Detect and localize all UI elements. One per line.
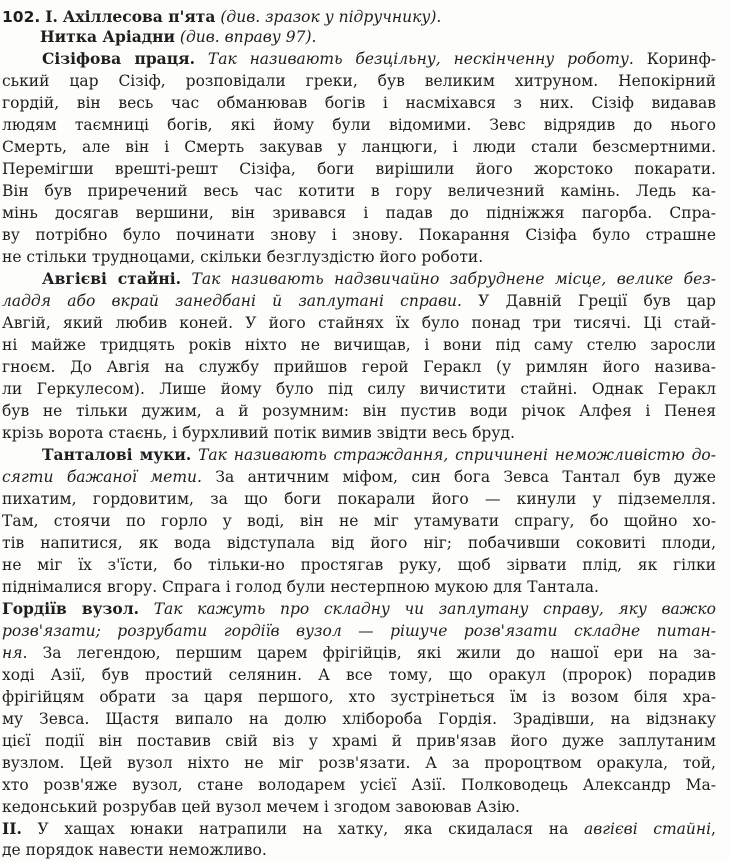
sisyphus-line bbox=[2, 114, 716, 136]
tantalus-line bbox=[2, 554, 716, 576]
tantalus-segment: Так називають страждання, спричинені неможливістю до- bbox=[198, 446, 716, 464]
augean-line bbox=[2, 356, 716, 378]
gordian-line bbox=[2, 774, 716, 796]
sisyphus-line bbox=[2, 180, 716, 202]
augean-line bbox=[2, 400, 716, 422]
gordian-segment: Так кажуть про складну чи заплутану справу, яку важко bbox=[153, 600, 716, 618]
tantalus-segment: Там, стоячи по горло у воді, він не міг утамувати спрагу, бо щойно хо- bbox=[2, 512, 716, 530]
tantalus-line bbox=[2, 532, 716, 554]
augean-title: Авгієві стайні. bbox=[42, 269, 182, 288]
sisyphus-segment: не стільки трудноцами, скільки безглуздістю його роботи. bbox=[2, 248, 484, 266]
gordian-line bbox=[2, 664, 716, 686]
exercise-number: 102. bbox=[2, 8, 41, 26]
tantalus-segment: не міг їх з'їсти, бо тільки-но простягав руку, щоб зірвати плід, як гілки bbox=[2, 556, 716, 574]
tantalus-segment: піднімалися вгору. Спрага і голод були нестерпною мукою для Тантала. bbox=[2, 578, 599, 596]
tantalus-segment: За античним міфом, син бога Зевса Тантал був дуже bbox=[215, 468, 716, 486]
part2-line-1 bbox=[2, 818, 716, 840]
idiom-title-akhilles: Ахіллесова п'ята bbox=[62, 7, 216, 26]
exercise-line-ariadna bbox=[40, 26, 730, 48]
exercise-header-line bbox=[2, 6, 730, 28]
gordian-segment: му Зевса. Щастя випало на долю хлібороба Гордія. Зрадівши, на відзнаку bbox=[2, 710, 716, 728]
augean-segment: Авгій, який любив коней. У його стайнях їх було понад три тисячі. Ці стай- bbox=[2, 314, 716, 332]
augean-line bbox=[2, 312, 716, 334]
gordian-segment: кедонський розрубав цей вузол мечем і згодом завоював Азію. bbox=[2, 798, 520, 816]
gordian-line bbox=[2, 752, 716, 774]
sisyphus-line bbox=[2, 202, 716, 224]
gordian-line bbox=[2, 620, 716, 642]
sisyphus-line bbox=[42, 48, 716, 70]
gordian-line bbox=[2, 796, 716, 818]
part2-label: ІІ. bbox=[2, 819, 22, 838]
tantalus-title: Танталові муки. bbox=[42, 445, 192, 464]
tantalus-line bbox=[42, 444, 716, 466]
augean-segment: Так називають надзвичайно забруднене місце, велике без- bbox=[191, 270, 716, 288]
sisyphus-segment: Перемігши врешті-решт Сізіфа, боги вирішили його жорстоко покарати. bbox=[2, 160, 716, 178]
sisyphus-line bbox=[2, 136, 716, 158]
augean-segment: гноєм. До Авгія на службу прийшов герой Геракл (у римлян його назива- bbox=[2, 358, 716, 376]
tantalus-segment: пихатим, гордовитим, за що боги покарали його — кинули у підземелля. bbox=[2, 490, 716, 508]
augean-segment: був не тільки дужим, а й розумним: він пустив води річок Алфея і Пенея bbox=[2, 402, 716, 420]
part1-label: І. bbox=[45, 7, 58, 26]
gordian-segment: фрігійцям обрати за царя першого, хто зустрінеться їм із возом біля хра- bbox=[2, 688, 716, 706]
sisyphus-segment: ву потрібно було починати знову і знову. Покарання Сізіфа було страшне bbox=[2, 226, 716, 244]
part2-idiom: авгієві стайні bbox=[583, 820, 712, 838]
sisyphus-segment: Коринф- bbox=[646, 50, 716, 68]
part2-text-a: У хащах юнаки натрапили на хатку, яка скидалася на bbox=[37, 820, 569, 838]
gordian-segment: хто розв'яже вузол, стане володарем усієї Азії. Полководець Александр Ма- bbox=[2, 776, 716, 794]
augean-segment: У Давній Греції був цар bbox=[478, 292, 716, 310]
gordian-line bbox=[2, 598, 716, 620]
augean-segment: ні майже тридцять років ніхто не вичищав, і вони під саму стелю заросли bbox=[2, 336, 716, 354]
gordian-segment: ході Азії, був простий селянин. А все тому, що оракул (пророк) порадив bbox=[2, 666, 716, 684]
idiom-title-ariadna: Нитка Аріадни bbox=[40, 27, 175, 46]
tantalus-line bbox=[2, 510, 716, 532]
sisyphus-segment: мінь досягав вершини, він зривався і падав до підніжжя пагорба. Спра- bbox=[2, 204, 716, 222]
gordian-title: Гордіїв вузол. bbox=[2, 599, 140, 618]
augean-segment: ладдя або вкрай занедбані й заплутані справи. bbox=[2, 292, 462, 310]
sisyphus-segment: Він був приречений весь час котити в гору величезний камінь. Ледь ка- bbox=[2, 182, 716, 200]
sisyphus-segment: гордій, він весь час обманював богів і насміхався з них. Сізіф видавав bbox=[2, 94, 716, 112]
gordian-line bbox=[2, 730, 716, 752]
augean-line bbox=[2, 422, 716, 444]
sisyphus-line bbox=[2, 224, 716, 246]
idiom-note-akhilles: (див. зразок у підручнику). bbox=[220, 8, 442, 26]
gordian-line bbox=[2, 708, 716, 730]
sisyphus-line bbox=[2, 158, 716, 180]
gordian-segment: цієї події він поставив свій віз у храмі й прив'язав його дуже заплутаним bbox=[2, 732, 716, 750]
sisyphus-line bbox=[2, 70, 716, 92]
sisyphus-line bbox=[2, 246, 716, 268]
gordian-segment: розв'язати; розрубати гордіїв вузол — рішуче розв'язати складне питан- bbox=[2, 622, 716, 640]
idiom-note-ariadna: (див. вправу 97). bbox=[179, 28, 317, 46]
augean-line bbox=[42, 268, 716, 290]
sisyphus-line bbox=[2, 92, 716, 114]
gordian-segment: вузлом. Цей вузол ніхто не міг розв'язати. А за пророцтвом оракула, той, bbox=[2, 754, 716, 772]
tantalus-segment: сягти бажаної мети. bbox=[2, 468, 202, 486]
sisyphus-segment: людям таємниці богів, які йому були відомими. Зевс відрядив до нього bbox=[2, 116, 716, 134]
part2-comma: , bbox=[711, 820, 716, 838]
tantalus-segment: тів напитися, як вода відступала від його ніг; побачивши соковиті плоди, bbox=[2, 534, 716, 552]
sisyphus-segment: Так називають безцільну, нескінченну роботу. bbox=[207, 50, 634, 68]
tantalus-line bbox=[2, 488, 716, 510]
gordian-line bbox=[2, 642, 716, 664]
augean-line bbox=[2, 334, 716, 356]
sisyphus-segment: ський цар Сізіф, розповідали греки, був великим хитруном. Непокірний bbox=[2, 72, 716, 90]
augean-segment: ли Геркулесом). Лише йому було під силу вичистити стайні. Однак Геракл bbox=[2, 380, 716, 398]
part2-text-b: де порядок навести неможливо. bbox=[2, 841, 267, 859]
augean-segment: крізь ворота стаєнь, і бурхливий потік вимив звідти весь бруд. bbox=[2, 424, 515, 442]
augean-line bbox=[2, 290, 716, 312]
sisyphus-title: Сізіфова праця. bbox=[42, 49, 196, 68]
augean-line bbox=[2, 378, 716, 400]
tantalus-line bbox=[2, 466, 716, 488]
gordian-line bbox=[2, 686, 716, 708]
tantalus-line bbox=[2, 576, 716, 598]
gordian-segment: За легендою, першим царем фрігійців, які жили до нашої ери на за- bbox=[42, 644, 716, 662]
gordian-segment: ня. bbox=[2, 644, 28, 662]
sisyphus-segment: Смерть, але він і Смерть закував у ланцюги, і люди стали безсмертними. bbox=[2, 138, 716, 156]
